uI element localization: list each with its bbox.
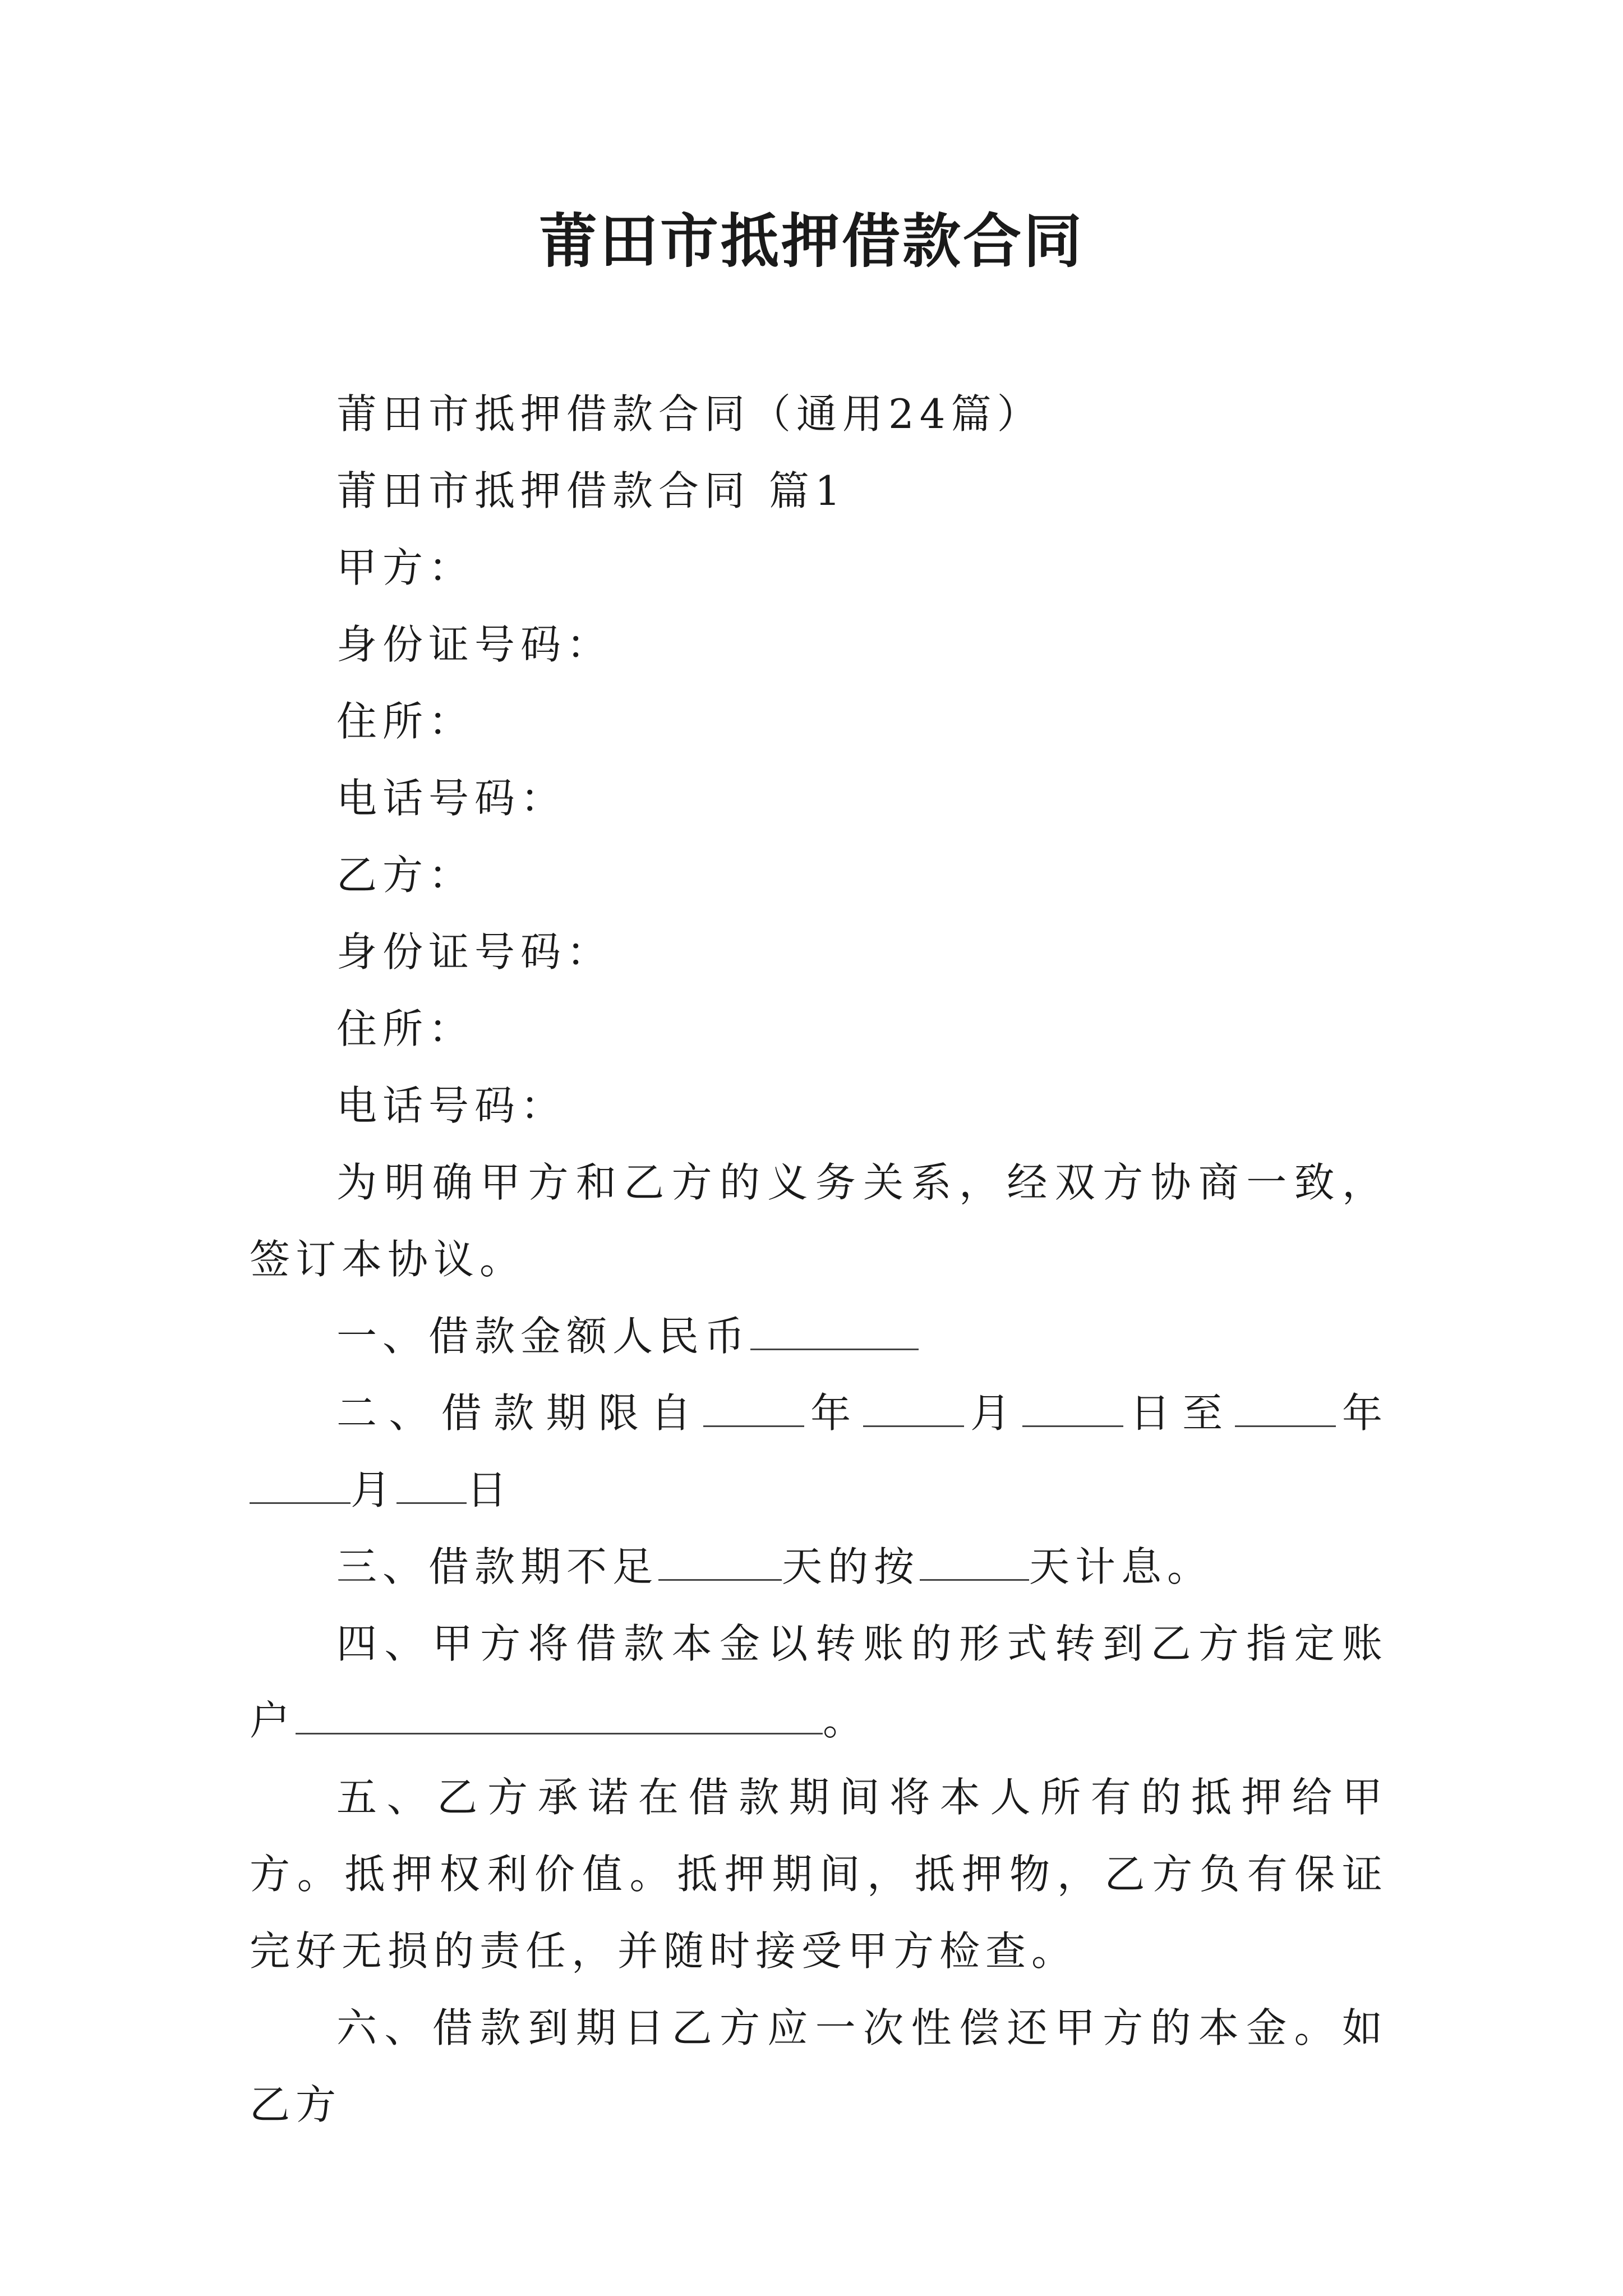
party-a-address-field: 住所： xyxy=(336,698,475,745)
party-b-name-field: 乙方： xyxy=(336,852,475,899)
party-b-id-field: 身份证号码： xyxy=(336,928,613,976)
clause-4-end: 。 xyxy=(823,1697,869,1744)
clause-2-prefix: 二、借款期限自 xyxy=(336,1389,703,1437)
clause-2-day-to: 日至 xyxy=(1123,1389,1235,1437)
account-blank xyxy=(296,1699,823,1734)
section-heading: 莆田市抵押借款合同 篇1 xyxy=(336,467,846,514)
end-day-blank xyxy=(396,1469,467,1504)
clause-3-suffix: 天计息。 xyxy=(1029,1543,1214,1590)
clause-2-year2: 年 xyxy=(1335,1389,1388,1437)
start-day-blank xyxy=(1022,1392,1123,1427)
clause-3 xyxy=(250,1529,1388,1605)
clause-4 xyxy=(250,1605,1388,1759)
document-body xyxy=(250,376,1388,2143)
interest-days-blank xyxy=(920,1545,1029,1581)
start-year-blank xyxy=(703,1392,804,1427)
document-title: 莆田市抵押借款合同 xyxy=(538,206,1084,275)
document-subtitle: 莆田市抵押借款合同（通用24篇） xyxy=(336,390,1043,438)
party-b-phone-field: 电话号码： xyxy=(336,1082,567,1129)
clause-2-month2: 月 xyxy=(351,1466,397,1513)
clause-3-mid: 天的按 xyxy=(782,1543,920,1590)
party-b-address-field: 住所： xyxy=(336,1005,475,1052)
party-a-id-field: 身份证号码： xyxy=(336,621,613,668)
clause-3-prefix: 三、借款期不足 xyxy=(336,1543,659,1590)
end-year-blank xyxy=(1235,1392,1336,1427)
amount-blank xyxy=(750,1315,919,1350)
clause-2-year1: 年 xyxy=(804,1389,863,1437)
clause-5: 五、乙方承诺在借款期间将本人所有的抵押给甲方。抵押权利价值。抵押期间，抵押物，乙方负有保证完好无损的责任，并随时接受甲方检查。 xyxy=(250,1774,1388,1975)
party-a-name-field: 甲方： xyxy=(336,544,475,591)
clause-1 xyxy=(250,1298,1388,1375)
party-a-phone-field: 电话号码： xyxy=(336,775,567,822)
preamble-paragraph: 为明确甲方和乙方的义务关系，经双方协商一致，签订本协议。 xyxy=(250,1159,1388,1283)
end-month-blank xyxy=(250,1469,351,1504)
clause-1-text: 一、借款金额人民币 xyxy=(336,1313,751,1360)
clause-6: 六、借款到期日乙方应一次性偿还甲方的本金。如乙方 xyxy=(250,2004,1388,2128)
clause-2 xyxy=(250,1375,1388,1529)
clause-2-day-end: 日 xyxy=(467,1466,513,1513)
clause-2-month1: 月 xyxy=(963,1389,1023,1437)
clause-4-text: 四、甲方将借款本金以转账的形式转到乙方指定账户 xyxy=(250,1620,1388,1744)
short-days-blank xyxy=(658,1545,782,1581)
start-month-blank xyxy=(863,1392,964,1427)
